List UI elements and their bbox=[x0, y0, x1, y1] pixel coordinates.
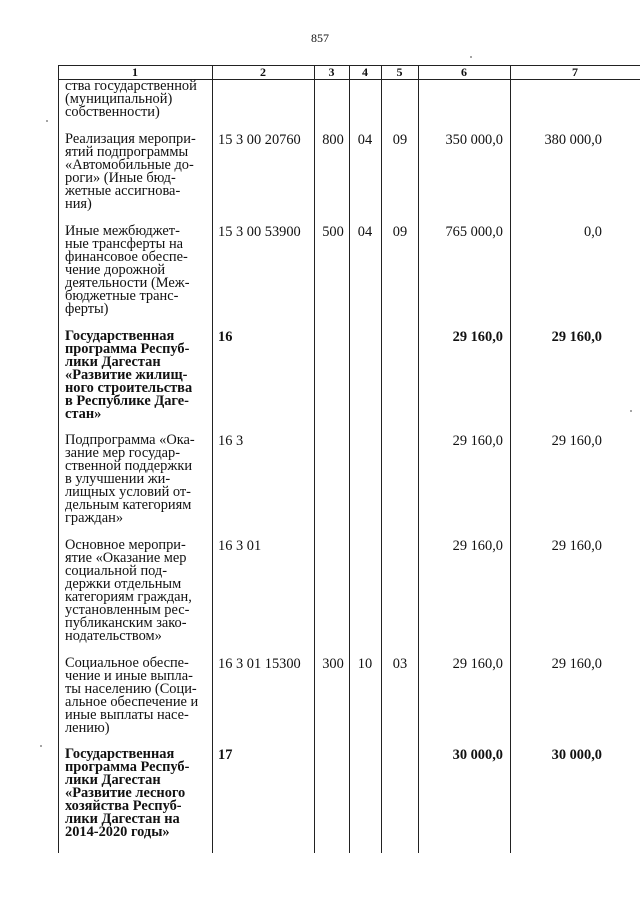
column-divider bbox=[418, 65, 419, 853]
header-col-6: 6 bbox=[461, 65, 467, 79]
header-col-7: 7 bbox=[572, 65, 578, 79]
row-value-col6: 29 160,0 bbox=[452, 656, 503, 672]
row-code: 16 bbox=[218, 329, 233, 345]
row-section: 04 bbox=[357, 224, 373, 240]
row-code: 17 bbox=[218, 747, 233, 763]
scan-speck bbox=[46, 120, 48, 122]
header-col-2: 2 bbox=[260, 65, 266, 79]
header-col-1: 1 bbox=[132, 65, 138, 79]
row-code: 16 3 bbox=[218, 433, 244, 449]
row-section: 04 bbox=[357, 132, 373, 148]
header-col-3: 3 bbox=[328, 65, 335, 79]
scan-speck bbox=[40, 745, 42, 747]
column-divider bbox=[510, 65, 511, 853]
row-value-col6: 29 160,0 bbox=[452, 538, 503, 554]
row-code: 15 3 00 53900 bbox=[218, 224, 301, 240]
row-value-col6: 765 000,0 bbox=[445, 224, 503, 240]
column-divider bbox=[314, 65, 315, 853]
row-value-col7: 30 000,0 bbox=[551, 747, 602, 763]
row-code: 16 3 01 15300 bbox=[218, 656, 301, 672]
row-subsection: 03 bbox=[392, 656, 408, 672]
row-name: Подпрограмма «Ока- зание мер государ- ственной поддержки в улучшении жи- лищных условий от- дельным категориям граждан» bbox=[65, 432, 195, 526]
row-value-col6: 29 160,0 bbox=[452, 329, 503, 345]
row-value-col7: 380 000,0 bbox=[544, 132, 602, 148]
row-value-col7: 29 160,0 bbox=[551, 538, 602, 554]
row-subsection: 09 bbox=[392, 132, 408, 148]
row-value-col7: 29 160,0 bbox=[551, 433, 602, 449]
row-value-col7: 29 160,0 bbox=[551, 329, 602, 345]
row-value-col7: 29 160,0 bbox=[551, 656, 602, 672]
row-name: Государственная программа Респуб- лики Дагестан «Развитие жилищ- ного строительства в Республике Даге- стан» bbox=[65, 328, 193, 422]
row-expense-type: 500 bbox=[322, 224, 344, 240]
row-name: Основное меропри- ятие «Оказание мер социальной под- держки отдельным категориям граждан, установленным рес- публиканским зако- нодательством» bbox=[65, 537, 192, 644]
row-section: 10 bbox=[357, 656, 373, 672]
row-code: 15 3 00 20760 bbox=[218, 132, 301, 148]
page-number: 857 bbox=[311, 31, 329, 45]
header-col-5: 5 bbox=[396, 65, 403, 79]
row-subsection: 09 bbox=[392, 224, 408, 240]
column-divider bbox=[349, 65, 350, 853]
row-name: Социальное обеспе- чение и иные выпла- ты населению (Соци- альное обеспечение и иные выплаты насе- лению) bbox=[65, 655, 199, 736]
scan-speck bbox=[470, 56, 472, 58]
row-name: ства государственной (муниципальной) собственности) bbox=[65, 78, 197, 120]
row-value-col6: 29 160,0 bbox=[452, 433, 503, 449]
column-divider bbox=[381, 65, 382, 853]
row-name: Реализация меропри- ятий подпрограммы «Автомобильные до- роги» (Иные бюд- жетные ассигнова- ния) bbox=[65, 131, 196, 212]
row-code: 16 3 01 bbox=[218, 538, 262, 554]
row-value-col6: 30 000,0 bbox=[452, 747, 503, 763]
row-expense-type: 800 bbox=[322, 132, 344, 148]
row-value-col6: 350 000,0 bbox=[445, 132, 503, 148]
column-divider bbox=[212, 65, 213, 853]
header-col-4: 4 bbox=[362, 65, 368, 79]
row-value-col7: 0,0 bbox=[584, 224, 602, 240]
row-name: Иные межбюджет- ные трансферты на финансовое обеспе- чение дорожной деятельности (Меж- бюджетные транс- ферты) bbox=[65, 223, 190, 317]
row-expense-type: 300 bbox=[322, 656, 344, 672]
column-divider bbox=[58, 65, 59, 853]
row-name: Государственная программа Респуб- лики Дагестан «Развитие лесного хозяйства Респуб- лики Дагестан на 2014-2020 годы» bbox=[65, 746, 190, 840]
scan-speck bbox=[630, 410, 632, 412]
